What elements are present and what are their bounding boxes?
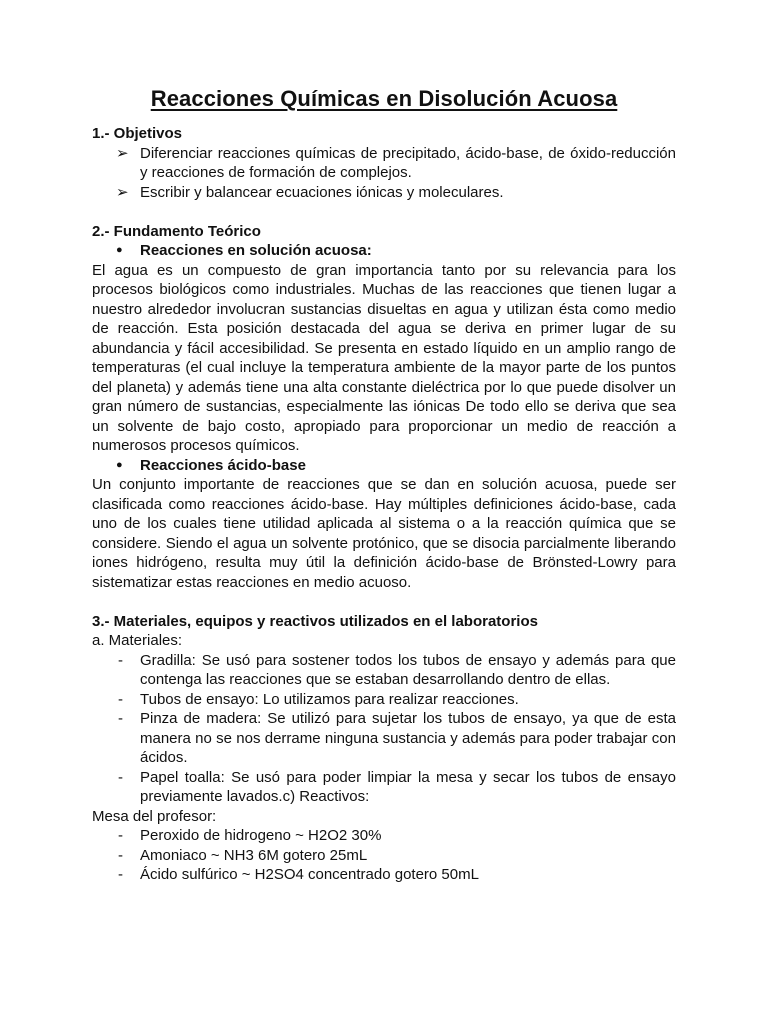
materiales-heading: 3.- Materiales, equipos y reactivos utilizados en el laboratorios xyxy=(92,612,538,630)
fundamento-heading: 2.- Fundamento Teórico xyxy=(92,222,261,240)
paragraph-acido-base: Un conjunto importante de reacciones que se dan en solución acuosa, puede ser clasificada como reacciones ácido-base. Hay múltiples definiciones ácido-base, cada uno de los cuales tiene utilidad aplicada al sistema o a la reacción química que se considere. Siendo el agua un solvente protónico, que se disocia parcialmente liberando iones hidrógeno, resulta muy útil la definición ácido-base de Brönsted-Lowry para sistematizar estas reacciones en medio acuoso. xyxy=(92,476,676,591)
document-title: Reacciones Químicas en Disolución Acuosa xyxy=(150,86,618,111)
arrow-bullet-icon: ➢ xyxy=(116,183,129,201)
objetivo-item: ➢ Escribir y balancear ecuaciones iónicas y moleculares. xyxy=(116,183,504,201)
mesa-profesor-label: Mesa del profesor: xyxy=(92,807,217,825)
objetivo-item: ➢ Diferenciar reacciones químicas de precipitado, ácido-base, de óxido-reducción y reacciones de formación de complejos. xyxy=(116,144,676,181)
paragraph-solucion-acuosa: El agua es un compuesto de gran importancia tanto por su relevancia para los procesos biológicos como industriales. Muchas de las reacciones que tienen lugar a nuestro alrededor involucran sustancias disueltas en agua y utilizan ésta como medio de reacción. Esta posición destacada del agua se deriva en primer lugar de su abundancia y fácil accesibilidad. Se presenta en estado líquido en un amplio rango de temperaturas (el cual incluye la temperatura ambiente de la mayor parte de los puntos del planeta) y además tiene una alta constante dieléctrica por lo que puede disolver un gran número de sustancias, especialmente las iónicas De todo ello se deriva que sea un solvente de bajo costo, apropiado para proporcionar un medio de reacción a numerosos procesos químicos. xyxy=(92,261,676,454)
subheading-solucion-acuosa: ● Reacciones en solución acuosa: xyxy=(116,242,372,259)
material-item: - Pinza de madera: Se utilizó para sujetar los tubos de ensayo, ya que de esta manera no se nos derrame ninguna sustancia y además para poder trabajar con ácidos. xyxy=(118,710,676,766)
material-item: - Gradilla: Se usó para sostener todos los tubos de ensayo y además para que contenga las reacciones que se estaban desarrollando dentro de ellas. xyxy=(118,651,676,688)
material-item: - Tubos de ensayo: Lo utilizamos para realizar reacciones. xyxy=(118,690,519,708)
dot-bullet-icon: ● xyxy=(116,458,123,471)
subheading-acido-base: ● Reacciones ácido-base xyxy=(116,456,306,474)
objetivos-heading: 1.- Objetivos xyxy=(92,125,183,142)
arrow-bullet-icon: ➢ xyxy=(116,144,129,162)
reactivo-item: - Ácido sulfúrico ~ H2SO4 concentrado gotero 50mL xyxy=(118,866,479,883)
dot-bullet-icon: ● xyxy=(116,244,123,256)
material-item: - Papel toalla: Se usó para poder limpiar la mesa y secar los tubos de ensayo previamente lavados.c) Reactivos: xyxy=(118,768,676,805)
reactivo-item: - Amoniaco ~ NH3 6M gotero 25mL xyxy=(118,846,368,864)
materiales-label: a. Materiales: xyxy=(92,632,183,649)
reactivo-item: - Peroxido de hidrogeno ~ H2O2 30% xyxy=(118,827,382,844)
